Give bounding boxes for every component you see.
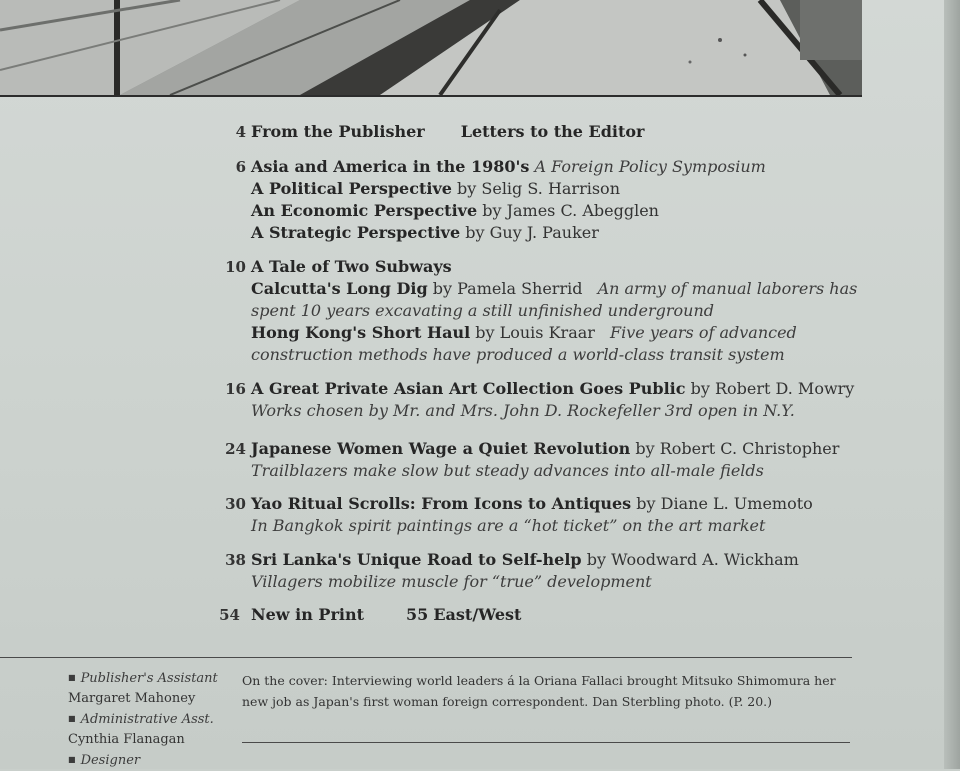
entry-title: A Tale of Two Subways [251,257,452,276]
article-title: A Strategic Perspective [251,223,461,242]
page-number: 10 [225,258,246,276]
article-description: Five years of advanced [610,323,797,342]
staff-role: ■ Publisher's Assistant [68,668,238,689]
staff-name: Cynthia Flanagan [68,732,185,747]
page-number: 54 [219,606,240,624]
page-number: 30 [225,495,246,513]
page-edge [944,0,960,769]
article-author: by Selig S. Harrison [457,179,620,198]
divider-rule [0,657,852,658]
entry-title: Yao Ritual Scrolls: From Icons to Antiques [251,494,632,513]
entry-description: Works chosen by Mr. and Mrs. John D. Rockefeller 3rd open in N.Y. [251,401,795,420]
article-author: by James C. Abegglen [482,201,659,220]
entry-description: Villagers mobilize muscle for “true” development [251,572,652,591]
entry-title: New in Print [251,605,364,624]
page-number: 24 [225,440,246,458]
cover-caption-line: On the cover: Interviewing world leaders á la Oriana Fallaci brought Mitsuko Shimomura her [242,673,836,688]
page-number: 38 [225,551,246,569]
article-title: Calcutta's Long Dig [251,279,428,298]
staff-role: ■ Administrative Asst. [68,709,238,730]
article-description: An army of manual laborers has [597,279,858,298]
article-title: A Political Perspective [251,179,452,198]
page-number: 16 [225,380,246,398]
article-title: Hong Kong's Short Haul [251,323,471,342]
page-number: 55 [406,605,429,624]
staff-name: Margaret Mahoney [68,691,196,706]
article-line [251,322,797,344]
entry-title: Asia and America in the 1980's [251,157,530,176]
article-author: by Guy J. Pauker [465,223,599,242]
divider-rule [242,742,850,743]
entry-author: by Woodward A. Wickham [586,550,799,569]
entry-author: by Robert C. Christopher [635,439,840,458]
entry-title: Sri Lanka's Unique Road to Self-help [251,550,582,569]
article-author: by Louis Kraar [475,323,595,342]
entry-subtitle: A Foreign Policy Symposium [534,157,766,176]
article-description: spent 10 years excavating a still unfinished underground [251,301,714,320]
article-line [251,178,620,200]
entry-description: Trailblazers make slow but steady advances into all-male fields [251,461,764,480]
article-author: by Pamela Sherrid [432,279,583,298]
article-line [251,278,857,300]
entry-author: by Robert D. Mowry [690,379,855,398]
staff-credits [68,668,238,771]
entry-title: Letters to the Editor [460,122,645,141]
article-description: construction methods have produced a world-class transit system [251,345,785,364]
entry-title: East/West [433,605,522,624]
entry-title: Japanese Women Wage a Quiet Revolution [251,439,631,458]
entry-author: by Diane L. Umemoto [636,494,813,513]
entry-title: From the Publisher [251,122,425,141]
article-line [251,222,599,244]
article-title: An Economic Perspective [251,201,478,220]
cover-caption-line: new job as Japan's first woman foreign correspondent. Dan Sterbling photo. (P. 20.) [242,694,773,709]
page-number: 6 [235,158,246,176]
entry-title: A Great Private Asian Art Collection Goes Public [251,379,686,398]
cover-caption [242,670,854,712]
entry-description: In Bangkok spirit paintings are a “hot ticket” on the art market [251,516,766,535]
page-number: 4 [235,123,246,141]
staff-role: ■ Designer [68,750,238,771]
article-line [251,200,659,222]
